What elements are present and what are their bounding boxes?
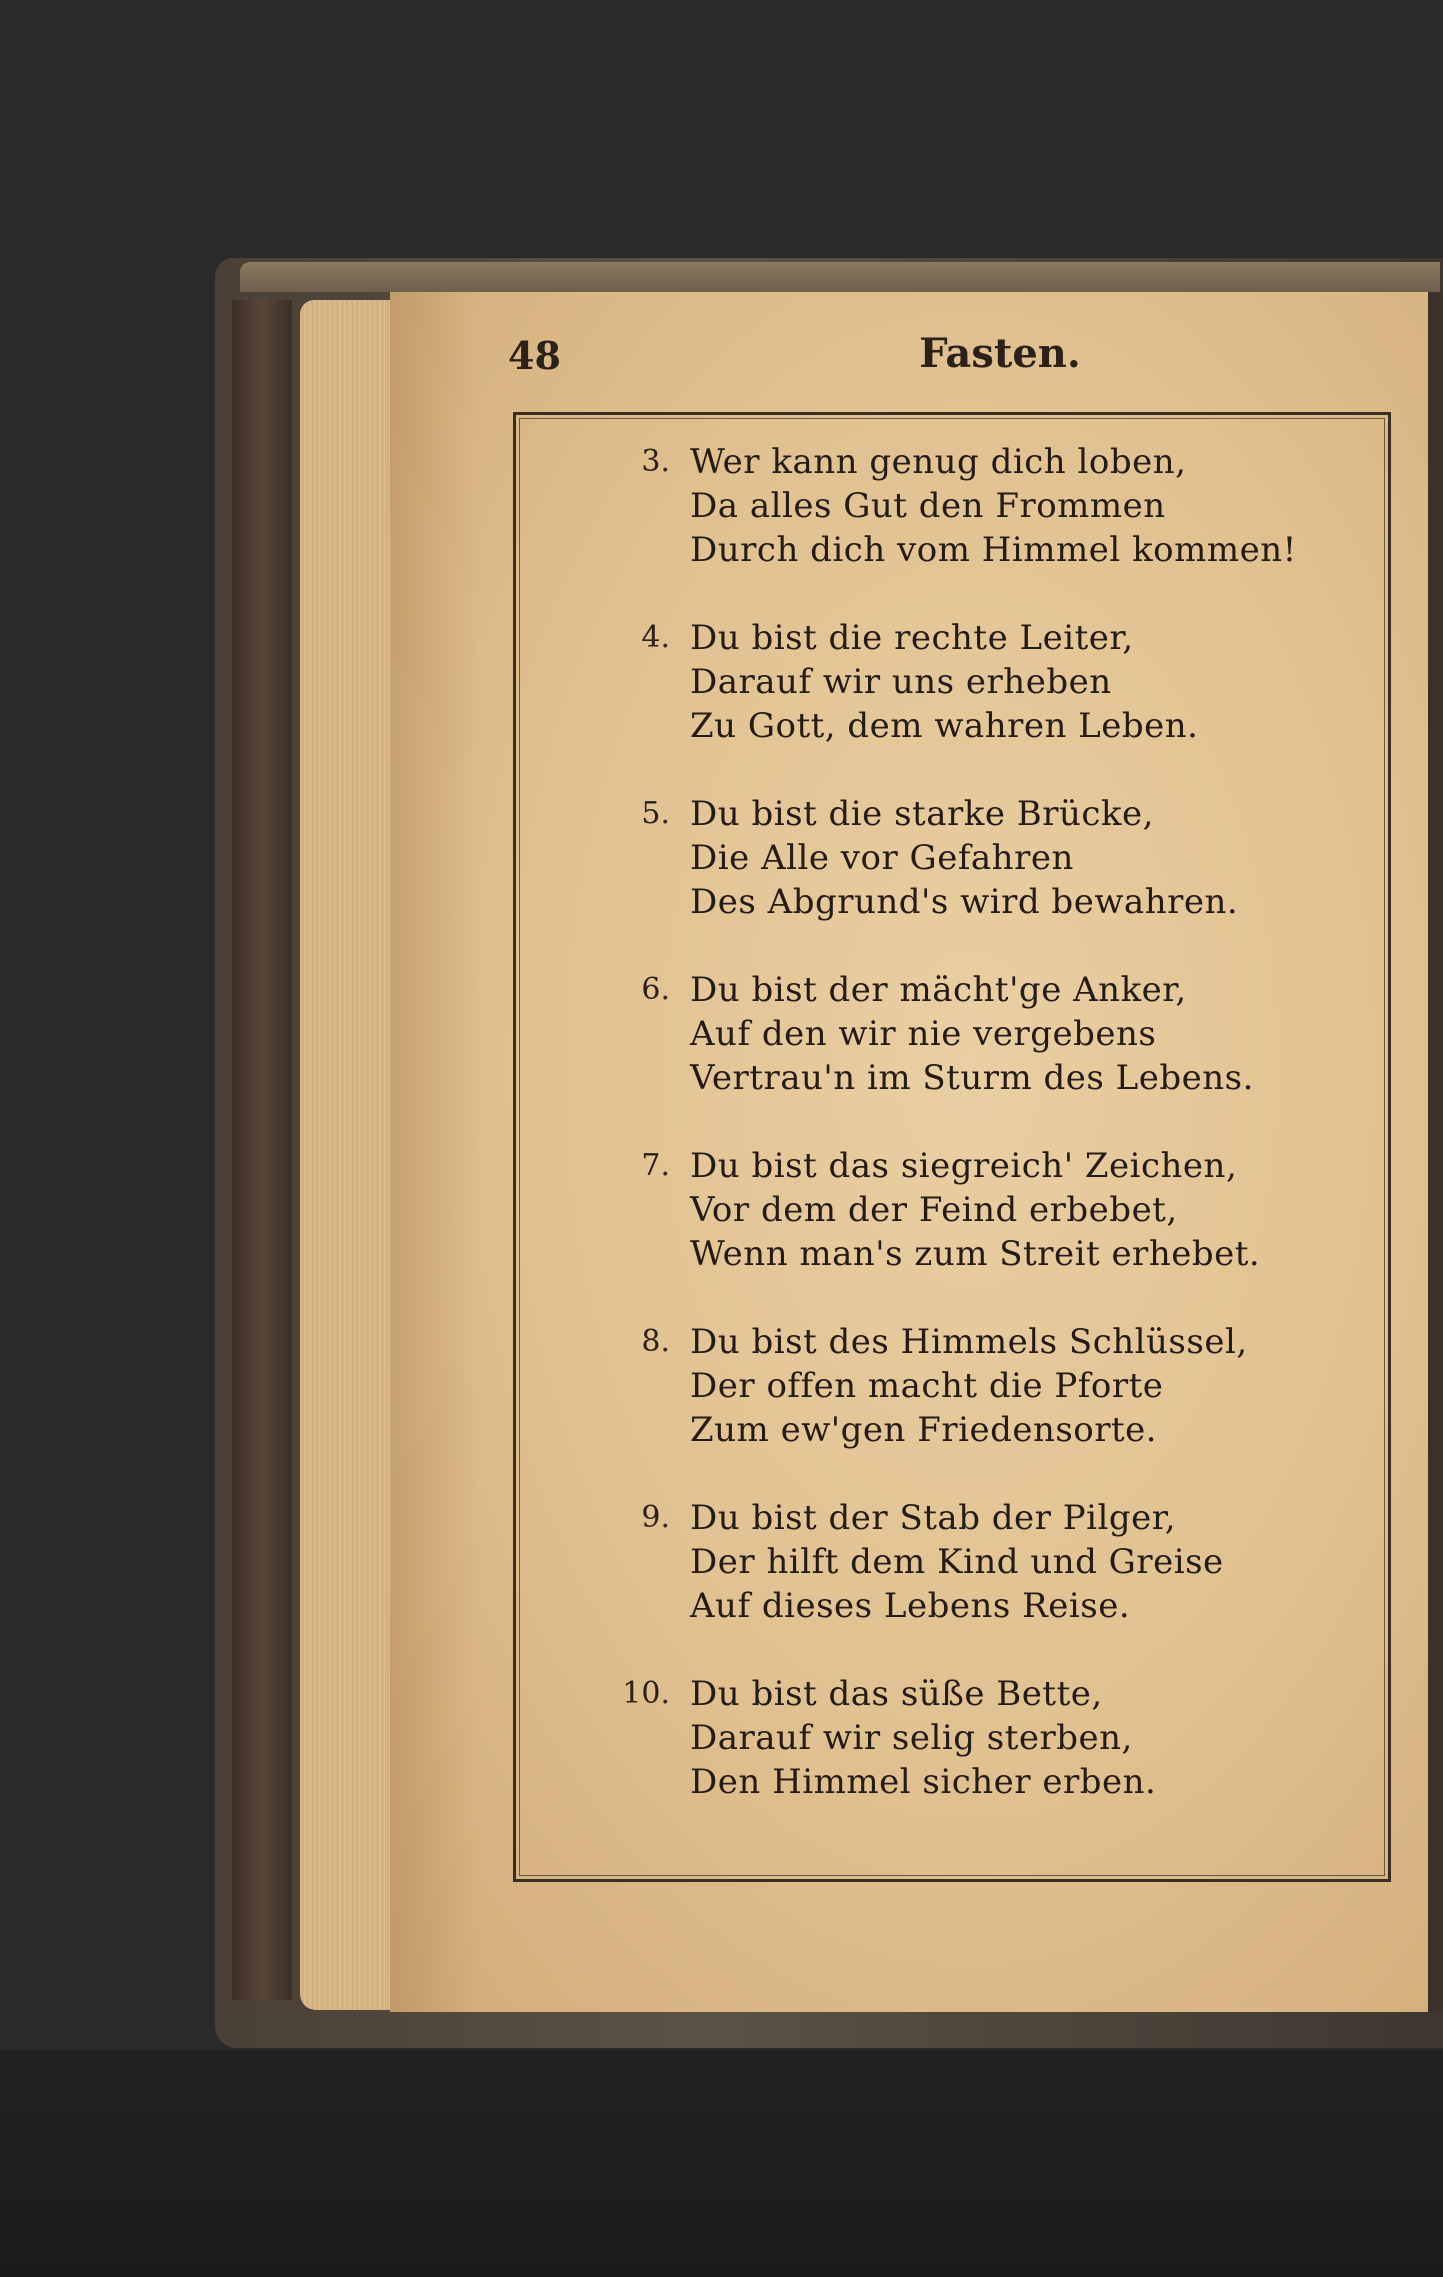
verse-number: 3.: [641, 444, 670, 479]
facing-page-edge: [1428, 292, 1443, 2012]
verse-line: Du bist des Himmels Schlüssel,: [690, 1322, 1248, 1362]
verse-line: Darauf wir uns erheben: [690, 662, 1112, 702]
verse-line: Du bist das siegreich' Zeichen,: [690, 1146, 1238, 1186]
verse-line: Darauf wir selig sterben,: [690, 1718, 1133, 1758]
verse-line: Den Himmel sicher erben.: [690, 1762, 1157, 1802]
verse-lines: [690, 1320, 1370, 1452]
verse-line: Vor dem der Feind erbebet,: [690, 1190, 1178, 1230]
cover-top-edge: [240, 262, 1440, 292]
page-gutter-shade: [390, 292, 480, 2012]
verse-line: Des Abgrund's wird bewahren.: [690, 882, 1239, 922]
verse-lines: [690, 1672, 1370, 1804]
verse-number: 5.: [641, 796, 670, 831]
verse-lines: [690, 440, 1370, 572]
verse-line: Vertrau'n im Sturm des Lebens.: [690, 1058, 1254, 1098]
verse-line: Auf dieses Lebens Reise.: [690, 1586, 1131, 1626]
verse-number: 10.: [622, 1676, 670, 1711]
verse-number: 6.: [641, 972, 670, 1007]
book-spine: [232, 300, 292, 2000]
background-surface: [0, 2050, 1443, 2277]
verse-line: Die Alle vor Gefahren: [690, 838, 1074, 878]
verse-line: Du bist die starke Brücke,: [690, 794, 1154, 834]
verse-line: Durch dich vom Himmel kommen!: [690, 530, 1297, 570]
verse-line: Da alles Gut den Frommen: [690, 486, 1166, 526]
verse-line: Wenn man's zum Streit erhebet.: [690, 1234, 1261, 1274]
verse-line: Der hilft dem Kind und Greise: [690, 1542, 1224, 1582]
page-number: 48: [508, 333, 561, 378]
verse-line: Der offen macht die Pforte: [690, 1366, 1164, 1406]
verse-line: Du bist das süße Bette,: [690, 1674, 1103, 1714]
verse-line: Auf den wir nie vergebens: [690, 1014, 1157, 1054]
verse-number: 8.: [641, 1324, 670, 1359]
verse-line: Wer kann genug dich loben,: [690, 442, 1187, 482]
verse-line: Du bist der Stab der Pilger,: [690, 1498, 1177, 1538]
verse-line: Du bist die rechte Leiter,: [690, 618, 1134, 658]
verse-line: Du bist der mächt'ge Anker,: [690, 970, 1187, 1010]
verse-lines: [690, 616, 1370, 748]
verse-number: 4.: [641, 620, 670, 655]
verse-lines: [690, 968, 1370, 1100]
verse-line: Zum ew'gen Friedensorte.: [690, 1410, 1158, 1450]
verse-number: 9.: [641, 1500, 670, 1535]
verse-line: Zu Gott, dem wahren Leben.: [690, 706, 1199, 746]
verse-lines: [690, 1144, 1370, 1276]
running-head: Fasten.: [919, 330, 1081, 377]
verse-number: 7.: [641, 1148, 670, 1183]
verse-lines: [690, 792, 1370, 924]
verse-lines: [690, 1496, 1370, 1628]
